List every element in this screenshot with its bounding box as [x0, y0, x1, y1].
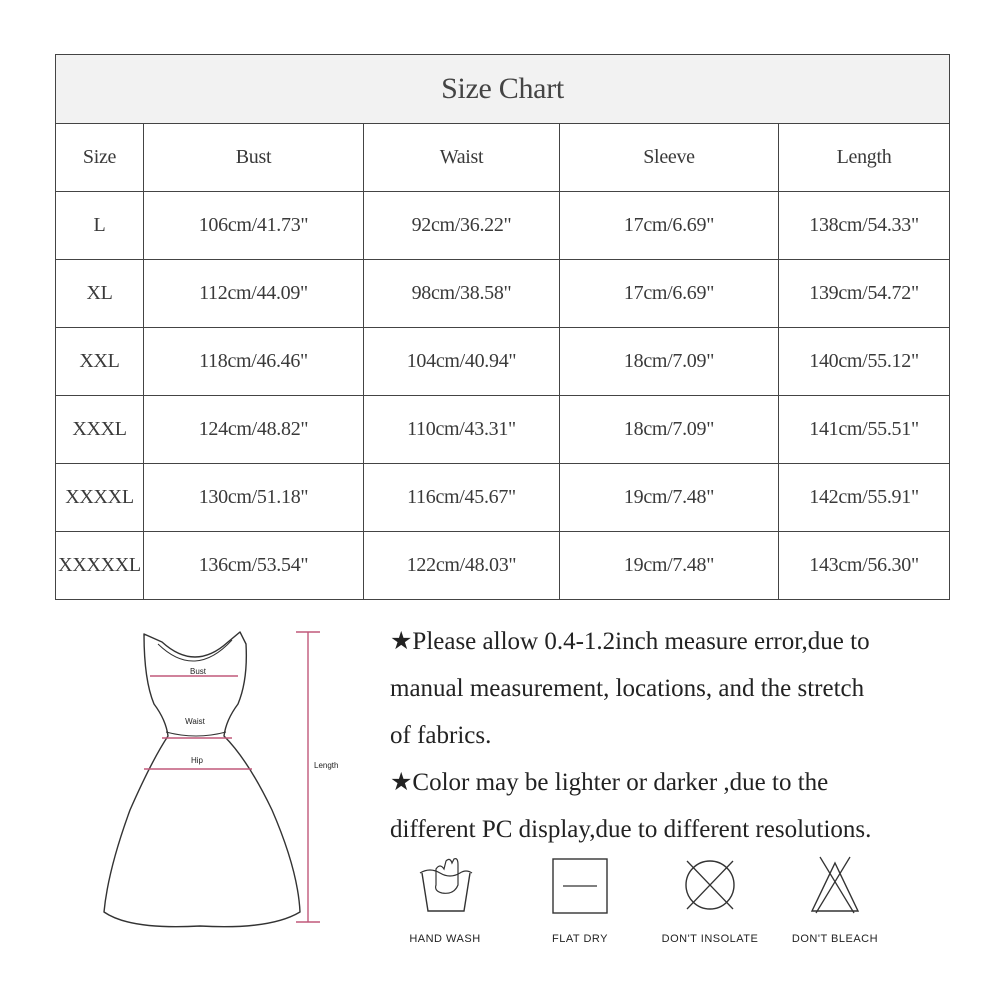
cell-sleeve: 17cm/6.69" — [560, 192, 779, 260]
flat-dry-label: FLAT DRY — [552, 933, 608, 945]
hand-wash-label: HAND WASH — [409, 933, 481, 945]
header-length: Length — [779, 124, 950, 192]
cell-size: XL — [56, 260, 144, 328]
size-chart-title-row — [56, 55, 950, 124]
hip-label: Hip — [190, 756, 204, 765]
cell-bust: 130cm/51.18" — [144, 464, 364, 532]
cell-waist: 122cm/48.03" — [364, 532, 560, 600]
note-line: different PC display,due to different resolutions. — [390, 816, 872, 843]
cell-length: 140cm/55.12" — [779, 328, 950, 396]
note-line: ★Please allow 0.4-1.2inch measure error,due to — [390, 628, 870, 655]
care-flat-dry — [515, 855, 645, 945]
table-row — [56, 328, 950, 396]
cell-bust: 124cm/48.82" — [144, 396, 364, 464]
cell-sleeve: 17cm/6.69" — [560, 260, 779, 328]
cell-sleeve: 18cm/7.09" — [560, 396, 779, 464]
cell-bust: 136cm/53.54" — [144, 532, 364, 600]
care-hand-wash — [380, 855, 510, 945]
cell-size: XXXXXL — [56, 532, 144, 600]
size-chart-header-row — [56, 124, 950, 192]
dont-insolate-icon — [675, 855, 745, 915]
table-row — [56, 464, 950, 532]
cell-bust: 112cm/44.09" — [144, 260, 364, 328]
table-row — [56, 260, 950, 328]
note-line: manual measurement, locations, and the stretch — [390, 675, 865, 702]
flat-dry-icon — [545, 855, 615, 915]
cell-size: L — [56, 192, 144, 260]
measurement-notes — [390, 618, 950, 853]
waist-label: Waist — [185, 717, 205, 726]
table-row — [56, 532, 950, 600]
size-chart-table — [55, 54, 950, 600]
note-line: ★Color may be lighter or darker ,due to the — [390, 769, 829, 796]
cell-waist: 98cm/38.58" — [364, 260, 560, 328]
waistline-seam — [166, 732, 226, 736]
hand-wash-icon — [410, 855, 480, 915]
table-row — [56, 396, 950, 464]
header-waist: Waist — [364, 124, 560, 192]
cell-sleeve: 19cm/7.48" — [560, 464, 779, 532]
length-label: Length — [314, 761, 339, 770]
table-row — [56, 192, 950, 260]
bust-label: Bust — [189, 667, 207, 676]
cell-size: XXL — [56, 328, 144, 396]
header-bust: Bust — [144, 124, 364, 192]
cell-size: XXXL — [56, 396, 144, 464]
dont-bleach-label: DON'T BLEACH — [791, 933, 879, 945]
neckline-inner — [158, 640, 232, 661]
care-dont-bleach — [770, 855, 900, 945]
cell-length: 141cm/55.51" — [779, 396, 950, 464]
cell-waist: 104cm/40.94" — [364, 328, 560, 396]
cell-waist: 92cm/36.22" — [364, 192, 560, 260]
cell-size: XXXXL — [56, 464, 144, 532]
cell-bust: 118cm/46.46" — [144, 328, 364, 396]
cell-sleeve: 18cm/7.09" — [560, 328, 779, 396]
care-instructions — [405, 855, 895, 955]
dont-insolate-label: DON'T INSOLATE — [661, 933, 759, 945]
header-sleeve: Sleeve — [560, 124, 779, 192]
cell-length: 138cm/54.33" — [779, 192, 950, 260]
cell-length: 142cm/55.91" — [779, 464, 950, 532]
cell-length: 139cm/54.72" — [779, 260, 950, 328]
dont-bleach-icon — [800, 855, 870, 915]
cell-waist: 116cm/45.67" — [364, 464, 560, 532]
cell-sleeve: 19cm/7.48" — [560, 532, 779, 600]
cell-bust: 106cm/41.73" — [144, 192, 364, 260]
care-dont-insolate — [645, 855, 775, 945]
dress-measurement-diagram — [100, 620, 370, 940]
header-size: Size — [56, 124, 144, 192]
cell-length: 143cm/56.30" — [779, 532, 950, 600]
size-chart-title: Size Chart — [56, 55, 950, 124]
cell-waist: 110cm/43.31" — [364, 396, 560, 464]
note-line: of fabrics. — [390, 722, 492, 749]
